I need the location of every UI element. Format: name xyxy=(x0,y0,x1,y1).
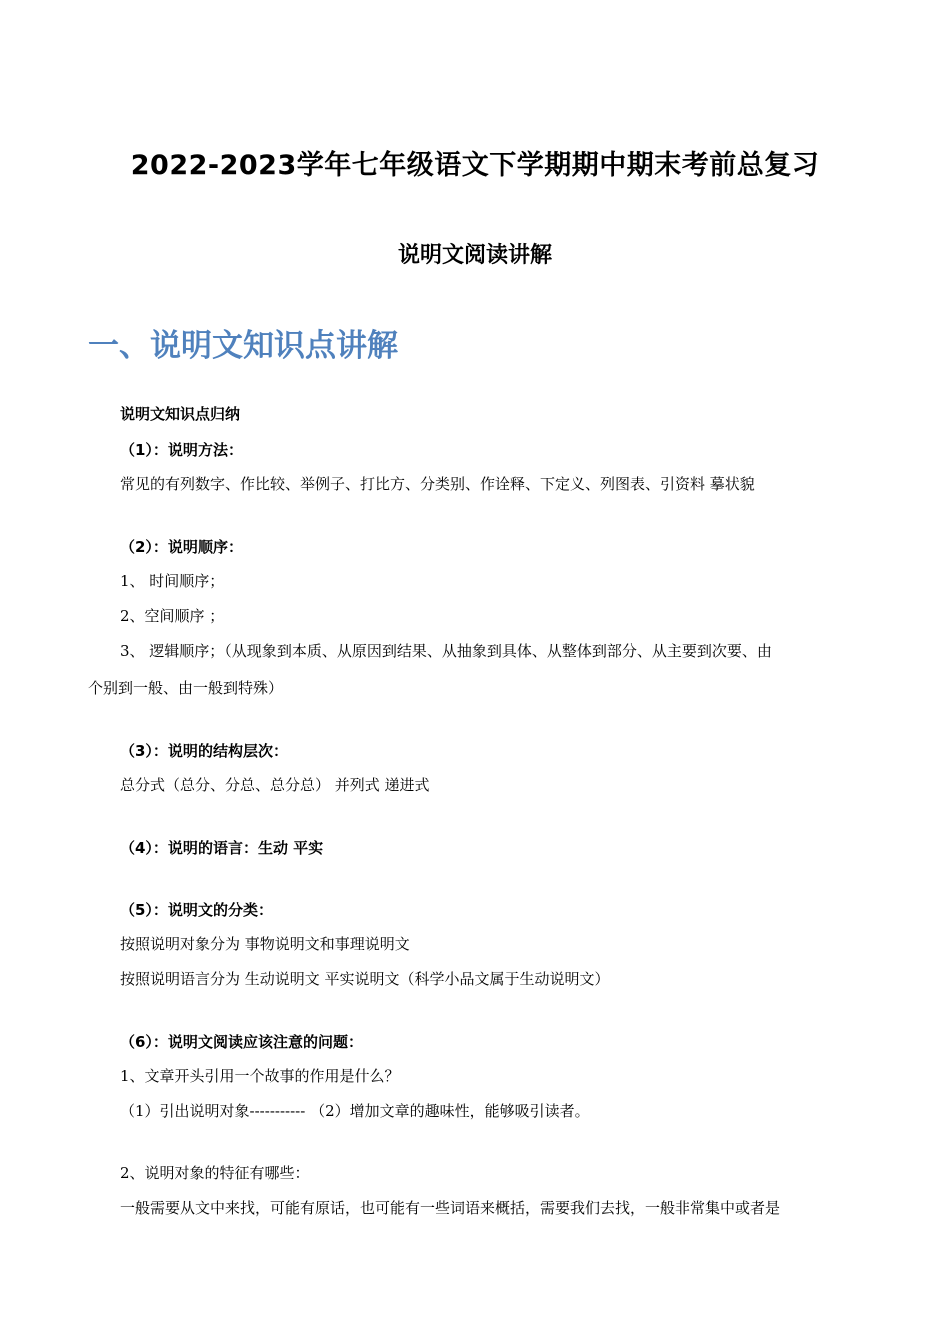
language-heading: （4）：说明的语言：生动 平实 xyxy=(120,839,324,857)
notes-answer-1: （1）引出说明对象----------- （2）增加文章的趣味性，能够吸引读者。 xyxy=(120,1102,590,1120)
notes-answer-2: 一般需要从文中来找，可能有原话，也可能有一些词语来概括，需要我们去找，一般非常集中或者是 xyxy=(120,1199,781,1217)
category-line-1: 按照说明对象分为 事物说明文和事理说明文 xyxy=(120,935,410,953)
structure-heading: （3）：说明的结构层次： xyxy=(120,742,288,760)
order-item-1: 1、 时间顺序； xyxy=(120,572,225,590)
method-text: 常见的有列数字、作比较、举例子、打比方、分类别、作诠释、下定义、列图表、引资料 摹状貌 xyxy=(120,475,755,493)
category-heading: （5）：说明文的分类： xyxy=(120,901,273,919)
notes-question-1: 1、文章开头引用一个故事的作用是什么？ xyxy=(120,1067,400,1085)
document-title: 2022-2023学年七年级语文下学期期中期末考前总复习 xyxy=(130,150,820,181)
summary-heading: 说明文知识点归纳 xyxy=(120,405,241,423)
notes-question-2: 2、说明对象的特征有哪些： xyxy=(120,1164,310,1182)
document-subtitle: 说明文阅读讲解 xyxy=(397,243,552,268)
order-item-3: 3、 逻辑顺序；（从现象到本质、从原因到结果、从抽象到具体、从整体到部分、从主要到次要、由 xyxy=(120,642,772,660)
category-line-2: 按照说明语言分为 生动说明文 平实说明文（科学小品文属于生动说明文） xyxy=(120,970,610,988)
order-item-3-continued: 个别到一般、由一般到特殊） xyxy=(88,679,284,697)
order-item-2: 2、空间顺序 ； xyxy=(120,607,225,625)
order-heading: （2）：说明顺序： xyxy=(120,538,243,556)
notes-heading: （6）：说明文阅读应该注意的问题： xyxy=(120,1033,363,1051)
section-heading: 一、说明文知识点讲解 xyxy=(88,328,398,364)
method-heading: （1）：说明方法： xyxy=(120,441,243,459)
structure-text: 总分式（总分、分总、总分总） 并列式 递进式 xyxy=(120,776,430,794)
